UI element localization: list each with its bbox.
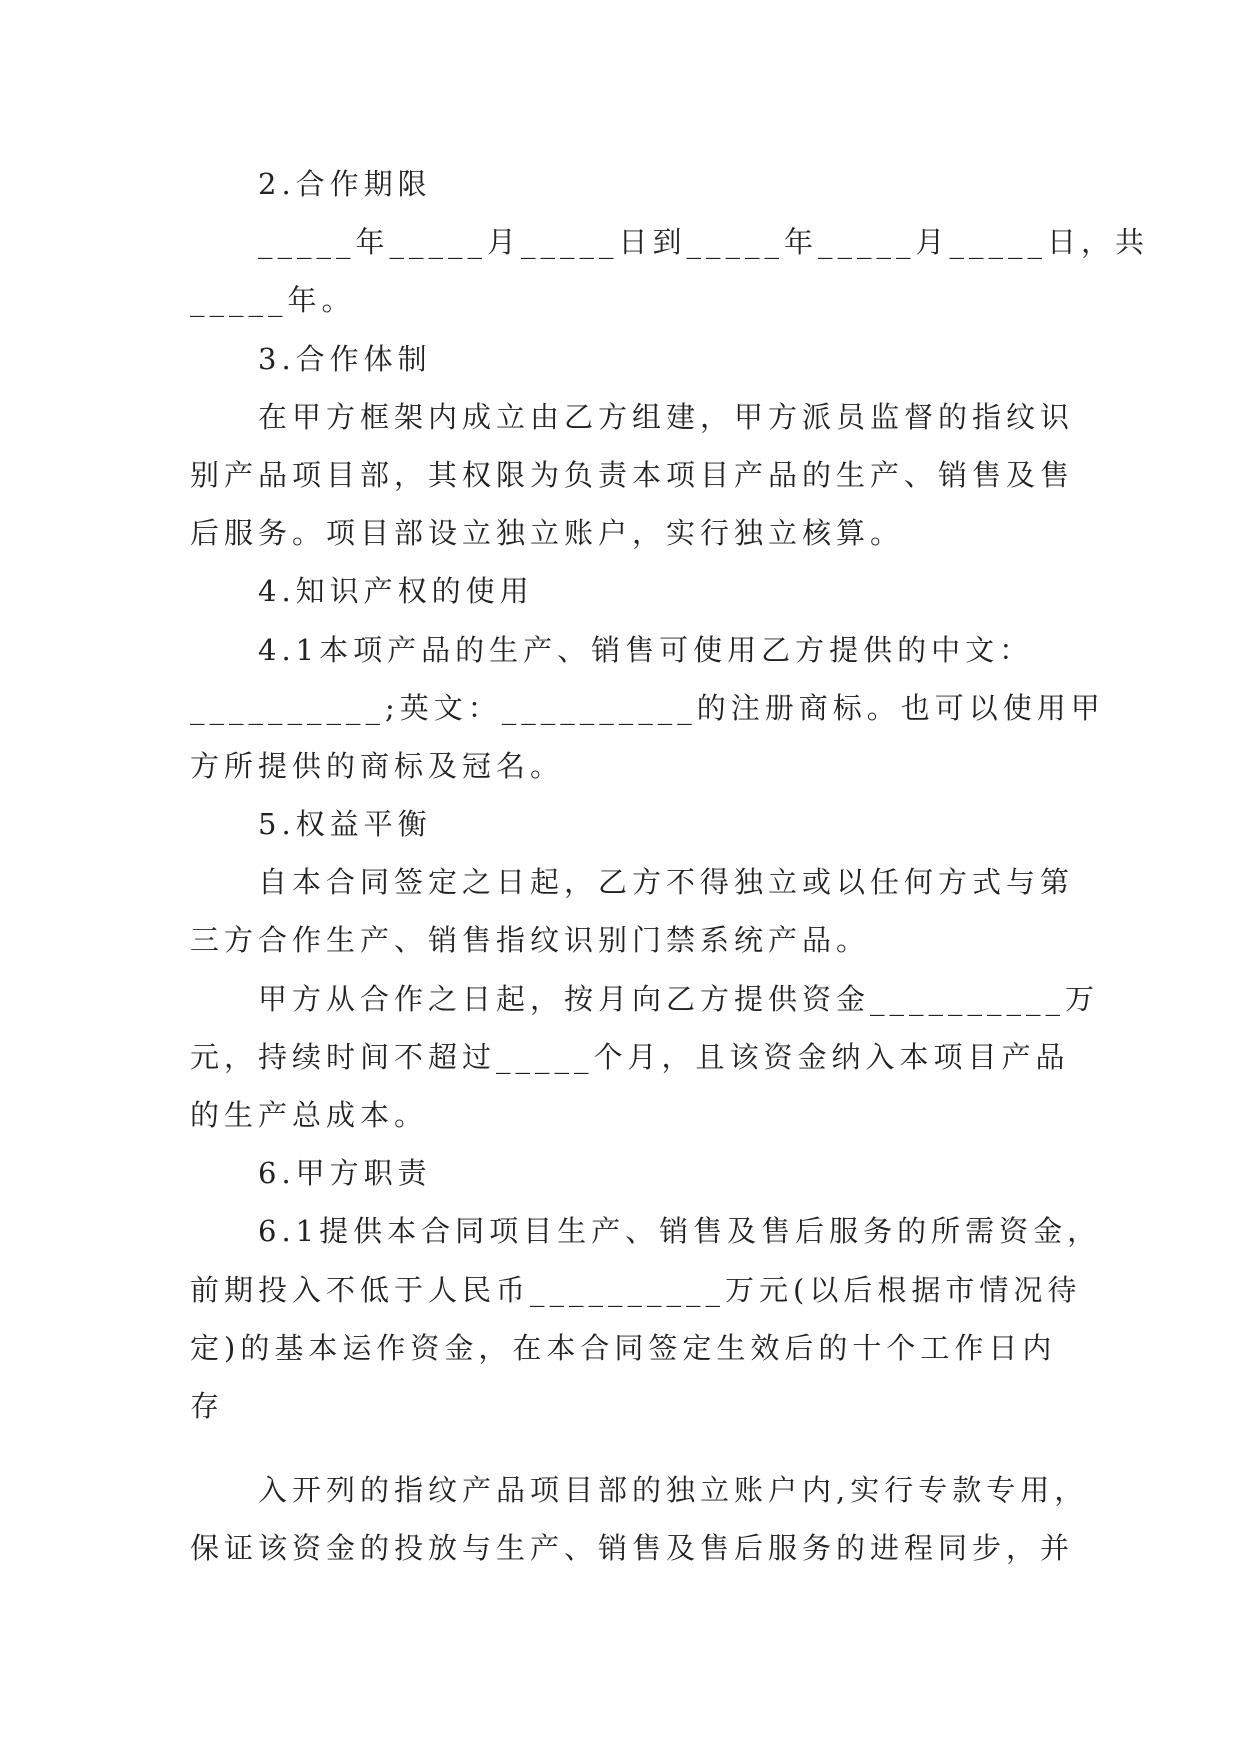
paragraph-line: 三方合作生产、销售指纹识别门禁系统产品。 bbox=[190, 923, 871, 958]
paragraph-line: 入开列的指纹产品项目部的独立账户内,实行专款专用， bbox=[258, 1473, 1089, 1508]
paragraph-line: 6.1提供本合同项目生产、销售及售后服务的所需资金， bbox=[258, 1214, 1102, 1249]
paragraph-line: 甲方从合作之日起，按月向乙方提供资金__________万 bbox=[258, 981, 1100, 1016]
paragraph-line: 在甲方框架内成立由乙方组建，甲方派员监督的指纹识 bbox=[258, 399, 1075, 434]
paragraph-line: __________;英文：__________的注册商标。也可以使用甲 bbox=[190, 690, 1105, 725]
paragraph-gap bbox=[190, 1435, 1050, 1461]
document-page bbox=[190, 155, 1150, 1578]
section-heading-3: 3.合作体制 bbox=[258, 341, 432, 376]
paragraph-line: 自本合同签定之日起，乙方不得独立或以任何方式与第 bbox=[258, 865, 1075, 900]
paragraph-line: _____年。 bbox=[190, 283, 356, 318]
paragraph-line: 元，持续时间不超过_____个月，且该资金纳入本项目产品 bbox=[190, 1039, 1070, 1074]
paragraph-line: 4.1本项产品的生产、销售可使用乙方提供的中文： bbox=[258, 632, 1034, 667]
section-heading-4: 4.知识产权的使用 bbox=[258, 574, 534, 609]
paragraph-line: 存 bbox=[190, 1388, 225, 1423]
section-heading-2: 2.合作期限 bbox=[258, 167, 432, 201]
paragraph-line: 后服务。项目部设立独立账户，实行独立核算。 bbox=[190, 516, 905, 551]
section-heading-5: 5.权益平衡 bbox=[258, 807, 432, 842]
paragraph-line: 方所提供的商标及冠名。 bbox=[190, 748, 565, 783]
paragraph-line: 的生产总成本。 bbox=[190, 1098, 429, 1132]
paragraph-line: 定)的基本运作资金，在本合同签定生效后的十个工作日内 bbox=[190, 1330, 1057, 1365]
section-heading-6: 6.甲方职责 bbox=[258, 1156, 432, 1191]
paragraph-line: _____年_____月_____日到_____年_____月_____日，共 bbox=[258, 225, 1150, 260]
paragraph-line: 前期投入不低于人民币__________万元(以后根据市情况待 bbox=[190, 1272, 1082, 1307]
paragraph-line: 保证该资金的投放与生产、销售及售后服务的进程同步，并 bbox=[190, 1531, 1075, 1566]
paragraph-line: 别产品项目部，其权限为负责本项目产品的生产、销售及售 bbox=[190, 457, 1075, 492]
